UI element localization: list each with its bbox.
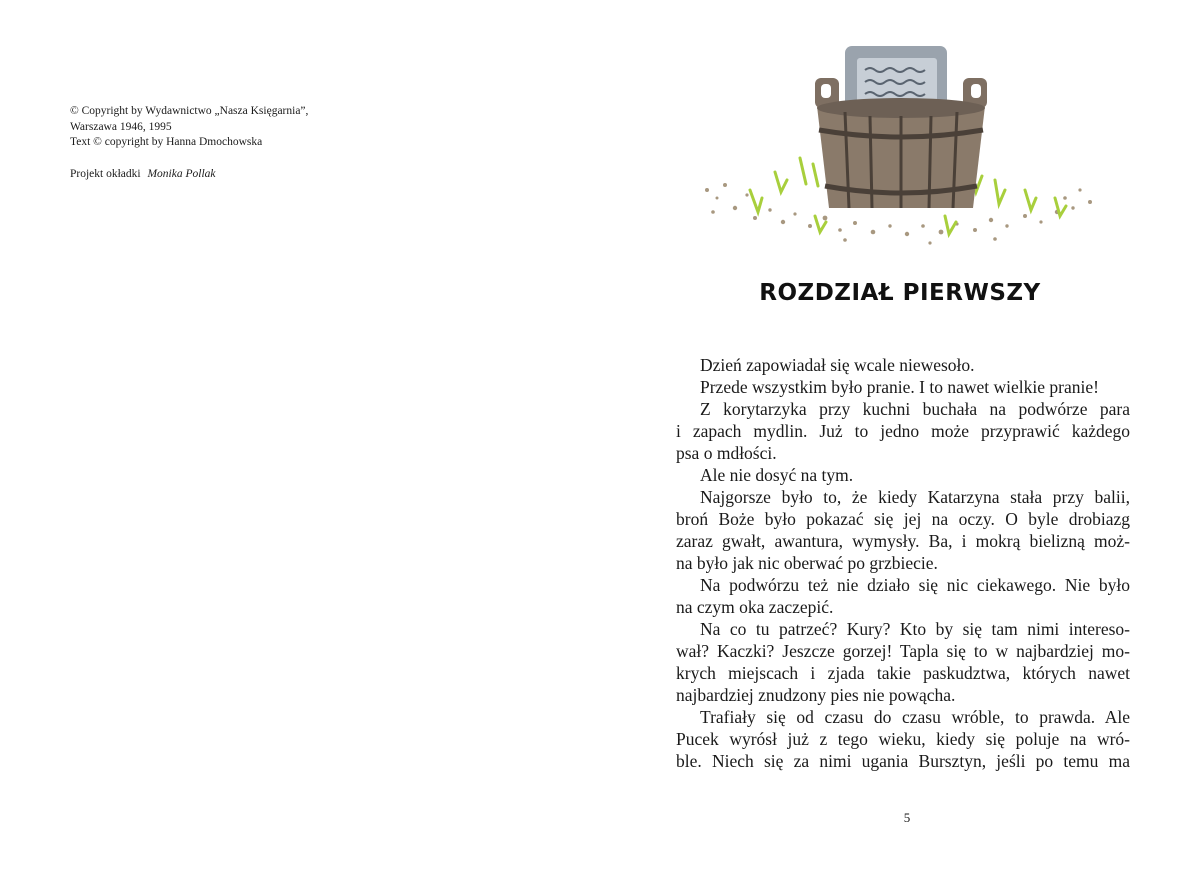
text-line: i zapach mydlin. Już to jedno może przyprawić każdego <box>676 421 1130 441</box>
copyright-line: © Copyright by Wydawnictwo „Nasza Księgarnia”, <box>70 105 309 117</box>
text-line: krych miejscach i zjada takie paskudztwa, których nawet <box>676 663 1130 683</box>
cover-credit-label: Projekt okładki <box>70 168 141 180</box>
text-line: wał? Kaczki? Jeszcze gorzej! Tapla się to w najbardziej mo- <box>676 641 1130 661</box>
text-line: psa o mdłości. <box>676 443 777 463</box>
chapter-body <box>676 354 1130 772</box>
text-line: Pucek wyrósł już z tego wieku, kiedy się poluje na wró- <box>676 729 1130 749</box>
page-number: 5 <box>903 810 911 825</box>
text-line: ble. Niech się za nimi ugania Bursztyn, jeśli po temu ma <box>676 751 1130 771</box>
text-line: zaraz gwałt, awantura, wymysły. Ba, i mokrą bielizną moż- <box>676 531 1130 551</box>
text-line: Przede wszystkim było pranie. I to nawet wielkie pranie! <box>700 377 1099 397</box>
text-line: broń Boże było pokazać się jej na oczy. O byle drobiazg <box>676 509 1130 529</box>
text-line: na było jak nic oberwać po grzbiecie. <box>676 553 938 573</box>
text-line: Najgorsze było to, że kiedy Katarzyna stała przy balii, <box>700 487 1130 507</box>
text-line: na czym oka zaczepić. <box>676 597 834 617</box>
text-line: Na podwórzu też nie działo się nic ciekawego. Nie było <box>700 575 1130 595</box>
text-line: najbardziej znudzony pies nie powącha. <box>676 685 956 705</box>
copyright-line: Text © copyright by Hanna Dmochowska <box>70 136 263 148</box>
cover-credit <box>70 168 216 180</box>
chapter-title: ROZDZIAŁ PIERWSZY <box>759 280 1041 306</box>
text-line: Trafiały się od czasu do czasu wróble, to prawda. Ale <box>700 707 1130 727</box>
copyright-notice <box>70 104 308 151</box>
text-line: Ale nie dosyć na tym. <box>700 465 854 485</box>
right-page <box>600 0 1200 878</box>
cover-credit-name: Monika Pollak <box>147 168 216 180</box>
washtub-illustration <box>695 40 1105 255</box>
text-line: Dzień zapowiadał się wcale niewesoło. <box>700 355 975 375</box>
copyright-line: Warszawa 1946, 1995 <box>70 120 172 133</box>
text-line: Z korytarzyka przy kuchni buchała na podwórze para <box>700 399 1130 419</box>
text-line: Na co tu patrzeć? Kury? Kto by się tam nimi intereso- <box>700 619 1130 639</box>
